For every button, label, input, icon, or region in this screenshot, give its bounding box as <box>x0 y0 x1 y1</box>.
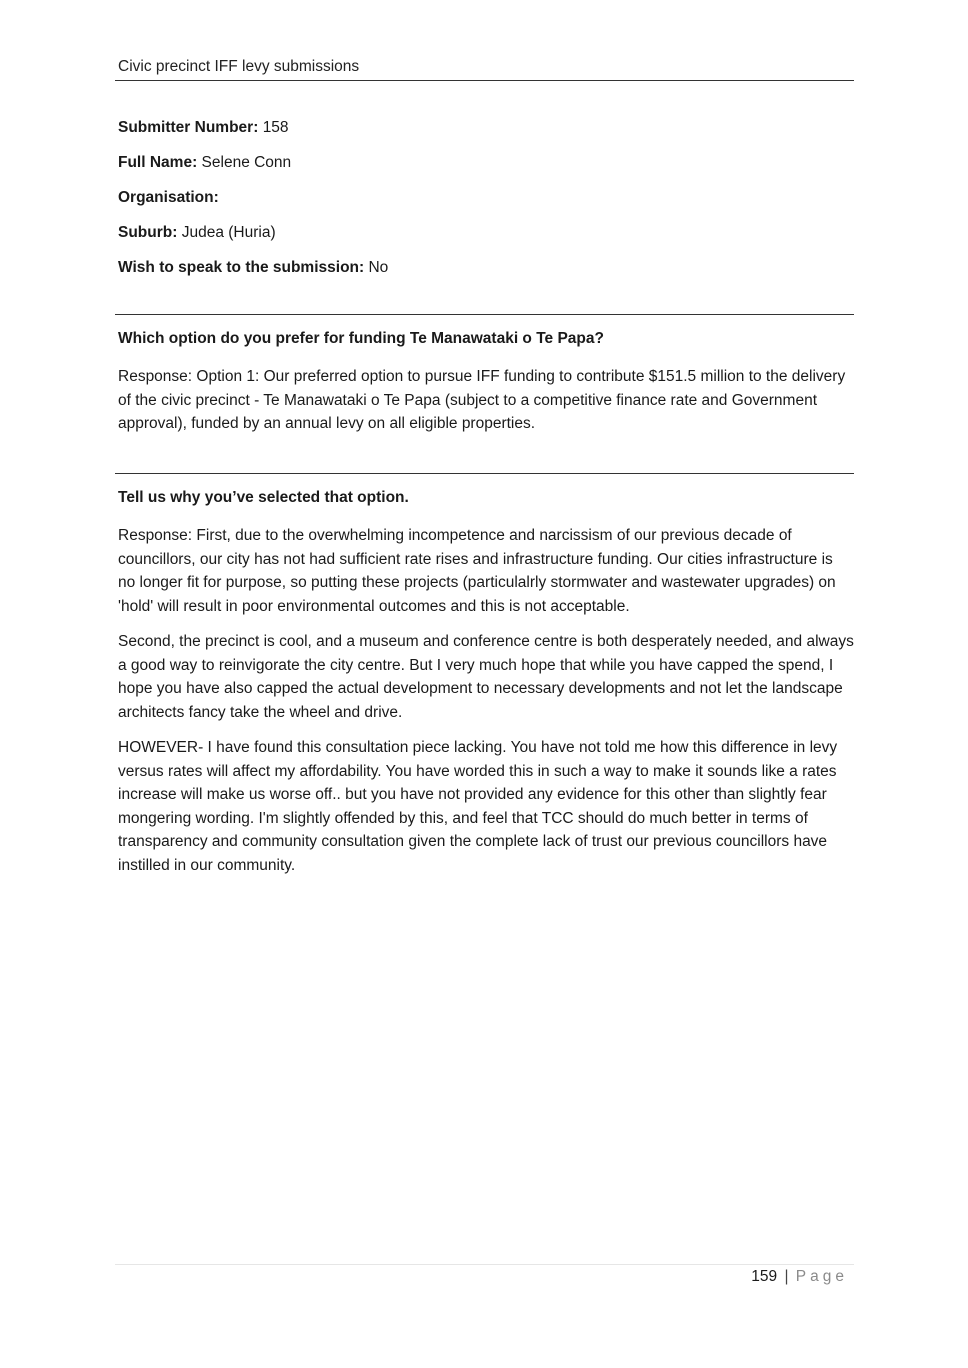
wish-to-speak-field <box>118 258 854 277</box>
section-divider <box>115 314 854 315</box>
submitter-number-value: 158 <box>262 119 289 136</box>
response-paragraph: HOWEVER- I have found this consultation piece lacking. You have not told me how this difference in levy versus rates will affect my affordability. You have worded this in such a way to make it sounds like a rates increase will make us worse off.. but you have not provided any evidence for this other than slightly fear mongering wording. I'm slightly offended by this, and feel that TCC should do much better in terms of transparency and community consultation given the complete lack of trust our previous councillors have instilled in our community. <box>118 739 838 874</box>
page-number: 159 <box>751 1268 778 1285</box>
full-name-label: Full Name: <box>118 154 198 171</box>
response-paragraph: Second, the precinct is cool, and a museum and conference centre is both desperately needed, and always a good way to reinvigorate the city centre. But I very much hope that while you have capped the spend, I hope you have also capped the actual development to necessary developments and not let the landscape architects fancy take the wheel and drive. <box>118 633 854 721</box>
section-divider <box>115 473 854 474</box>
funding-option-section <box>118 329 854 448</box>
wish-to-speak-value: No <box>368 259 389 276</box>
organisation-field <box>118 188 854 207</box>
header-divider <box>115 80 854 81</box>
wish-to-speak-label: Wish to speak to the submission: <box>118 259 365 276</box>
full-name-field <box>118 153 854 172</box>
submitter-number-label: Submitter Number: <box>118 119 259 136</box>
response-paragraph: Response: First, due to the overwhelming incompetence and narcissism of our previous decade of councillors, our city has not had sufficient rate rises and infrastructure funding. Our cities infrastructure is no longer fit for purpose, so putting these projects (particulalrly stormwater and wastewater upgrades) on 'hold' will result in poor environmental outcomes and this is not acceptable. <box>118 527 836 615</box>
question-heading: Which option do you prefer for funding Te Manawataki o Te Papa? <box>118 330 604 347</box>
suburb-value: Judea (Huria) <box>181 224 276 241</box>
submitter-details <box>118 118 854 293</box>
reason-section <box>118 488 854 889</box>
question-heading: Tell us why you’ve selected that option. <box>118 489 409 506</box>
submitter-number-field <box>118 118 854 137</box>
suburb-field <box>118 223 854 242</box>
response-paragraph: Response: Option 1: Our preferred option to pursue IFF funding to contribute $151.5 million to the delivery of the civic precinct - Te Manawataki o Te Papa (subject to a competitive finance rate and Government approval), funded by an annual levy on all eligible properties. <box>118 368 846 432</box>
page-header: Civic precinct IFF levy submissions <box>118 58 360 75</box>
full-name-value: Selene Conn <box>201 154 292 171</box>
page-footer <box>751 1268 848 1286</box>
organisation-label: Organisation: <box>118 189 219 206</box>
footer-separator: | <box>784 1268 789 1285</box>
page-label: Page <box>795 1268 848 1285</box>
footer-divider <box>115 1264 854 1265</box>
suburb-label: Suburb: <box>118 224 178 241</box>
